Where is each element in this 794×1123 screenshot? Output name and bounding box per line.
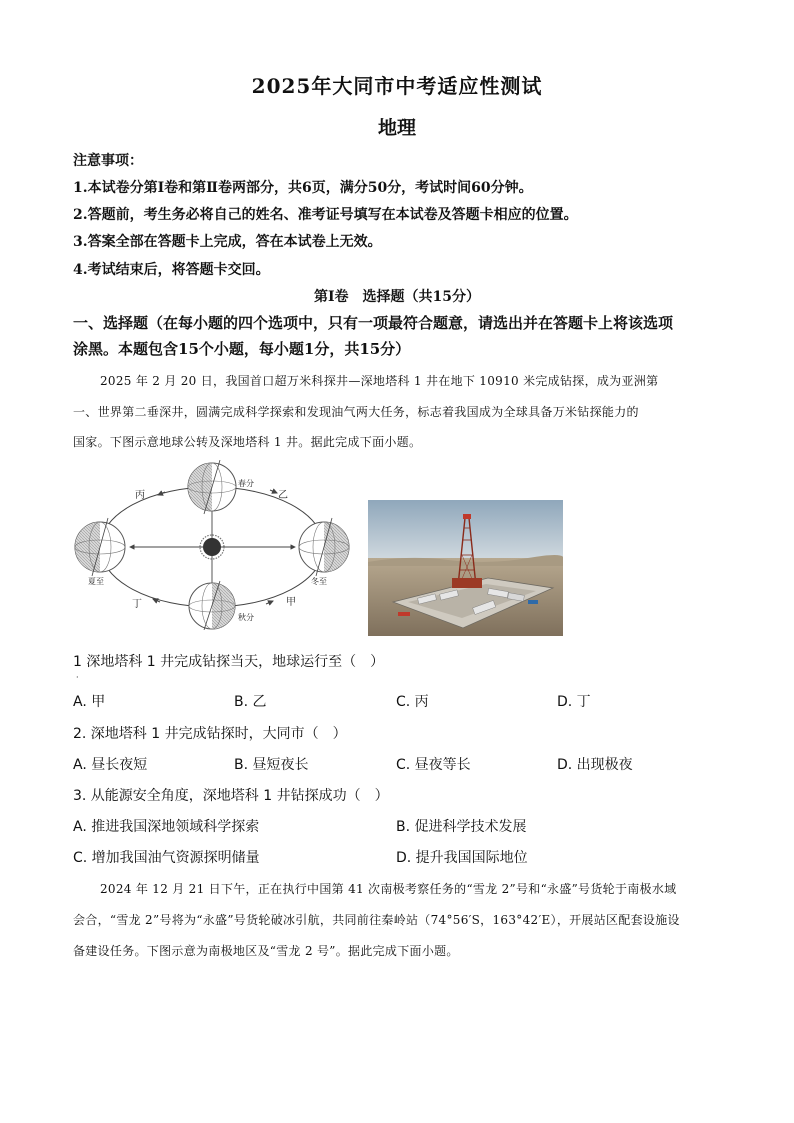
label-bing: 丙 <box>135 490 145 501</box>
label-summer: 夏至 <box>88 577 104 586</box>
question-1-option-a[interactable]: A. 甲 <box>73 694 106 710</box>
question-1-stem: 1 深地塔科 1 井完成钻探当天，地球运行至（ ） <box>73 654 385 670</box>
question-2-option-a[interactable]: A. 昼长夜短 <box>73 757 148 773</box>
passage1-line1: 2025 年 2 月 20 日，我国首口超万米科探井—深地塔科 1 井在地下 10910 米完成钻探，成为亚洲第 <box>100 374 659 388</box>
earth-revolution-diagram <box>70 460 355 630</box>
passage2-line3: 备建设任务。下图示意为南极地区及“雪龙 2 号”。据此完成下面小题。 <box>73 944 459 958</box>
question-2-stem: 2. 深地塔科 1 井完成钻探时，大同市（ ） <box>73 726 347 742</box>
notice-item: 3.答案全部在答题卡上完成，答在本试卷上无效。 <box>73 234 382 250</box>
earth-summer-icon <box>75 518 125 576</box>
question-3-option-d[interactable]: D. 提升我国国际地位 <box>396 850 528 866</box>
question-2-option-c[interactable]: C. 昼夜等长 <box>396 757 471 773</box>
earth-winter-icon <box>299 518 349 576</box>
notice-heading: 注意事项： <box>73 153 143 169</box>
question-2-option-b[interactable]: B. 昼短夜长 <box>234 757 309 773</box>
question-2-option-d[interactable]: D. 出现极夜 <box>557 757 633 773</box>
label-spring: 春分 <box>238 479 254 488</box>
passage2-line1: 2024 年 12 月 21 日下午，正在执行中国第 41 次南极考察任务的“雪龙 2”号和“永盛”号货轮于南极水域 <box>100 882 677 896</box>
label-winter: 冬至 <box>311 577 327 586</box>
exam-title: 2025年大同市中考适应性测试 <box>251 74 543 98</box>
notice-item: 4.考试结束后，将答题卡交回。 <box>73 262 270 278</box>
question-3-option-a[interactable]: A. 推进我国深地领域科学探索 <box>73 819 260 835</box>
earth-autumn-icon <box>189 581 235 630</box>
section-heading-line2: 涂黑。本题包含15个小题，每小题1分，共15分） <box>73 340 411 358</box>
passage1-line3: 国家。下图示意地球公转及深地塔科 1 井。据此完成下面小题。 <box>73 435 422 449</box>
label-autumn: 秋分 <box>238 613 254 622</box>
drilling-rig-photo <box>368 500 563 636</box>
section-title: 第Ⅰ卷 选择题（共15分） <box>313 289 481 305</box>
question-1-option-c[interactable]: C. 丙 <box>396 694 429 710</box>
notice-item: 1.本试卷分第Ⅰ卷和第Ⅱ卷两部分，共6页，满分50分，考试时间60分钟。 <box>73 180 533 196</box>
notice-item: 2.答题前，考生务必将自己的姓名、准考证号填写在本试卷及答题卡相应的位置。 <box>73 207 578 223</box>
question-3-stem: 3. 从能源安全角度，深地塔科 1 井钻探成功（ ） <box>73 788 389 804</box>
sun-icon <box>200 535 224 559</box>
question-3-option-c[interactable]: C. 增加我国油气资源探明储量 <box>73 850 260 866</box>
earth-spring-icon <box>188 460 236 514</box>
question-1-option-d[interactable]: D. 丁 <box>557 694 591 710</box>
section-heading-line1: 一、选择题（在每小题的四个选项中，只有一项最符合题意，请选出并在答题卡上将该选项 <box>73 314 674 332</box>
exam-page: 2025年大同市中考适应性测试 地理 注意事项： 1.本试卷分第Ⅰ卷和第Ⅱ卷两部分，共6页，满分50分，考试时间60分钟。 2.答题前，考生务必将自己的姓名、准考证号填写在本试卷及答题卡相应的位置。 3.答案全部在答题卡上完成，答在本试卷上无效。 4.考试结束后，将答题卡交回。 第Ⅰ卷 选择题（共15分） 一、选择题（在每小题的四个选项中，只有一项最符合题意，请选出并在答题卡上将该选项 涂黑。本题包含15个小题，每小题1分，共15分） 2025 年 2 月 20 日，我国首口超万米科探井—深地塔科 1 井在地下 10910 米完成钻探，成为亚洲第 一、世界第二垂深井，圆满完成科学探索和发现油气两大任务，标志着我国成为全球具备万米钻探能力的 国家。下图示意地球公转及深地塔科 1 井。据此完成下面小题。 春分 夏至 秋分 冬至 丙 乙 丁 甲 · 1 深地塔科 1 井完成钻探当天，地球运行至（ ） A. 甲 B. 乙 C. 丙 D. 丁 2. 深地塔科 1 井完成钻探时，大同市（ ） A. 昼长夜短 B. 昼短夜长 C. 昼夜等长 D. 出现极夜 3. 从能源安全角度，深地塔科 1 井钻探成功（ ） A. 推进我国深地领域科学探索 B. 促进科学技术发展 C. 增加我国油气资源探明储量 D. 提升我国国际地位 2024 年 12 月 21 日下午，正在执行中国第 41 次南极考察任务的“雪龙 2”号和“永盛”号货轮于南极水域 会合，“雪龙 2”号将为“永盛”号货轮破冰引航，共同前往秦岭站（74°56′S，163°42′E），开展站区配套设施设 备建设任务。下图示意为南极地区及“雪龙 2 号”。据此完成下面小题。 <box>0 0 794 1123</box>
question-3-option-b[interactable]: B. 促进科学技术发展 <box>396 819 527 835</box>
label-jia: 甲 <box>286 597 296 608</box>
passage2-line2: 会合，“雪龙 2”号将为“永盛”号货轮破冰引航，共同前往秦岭站（74°56′S，163°42′E），开展站区配套设施设 <box>73 913 680 927</box>
question-1-option-b[interactable]: B. 乙 <box>234 694 267 710</box>
label-yi: 乙 <box>278 490 288 501</box>
exam-subject: 地理 <box>377 117 416 139</box>
label-ding: 丁 <box>132 599 142 610</box>
passage1-line2: 一、世界第二垂深井，圆满完成科学探索和发现油气两大任务，标志着我国成为全球具备万米钻探能力的 <box>73 405 639 419</box>
